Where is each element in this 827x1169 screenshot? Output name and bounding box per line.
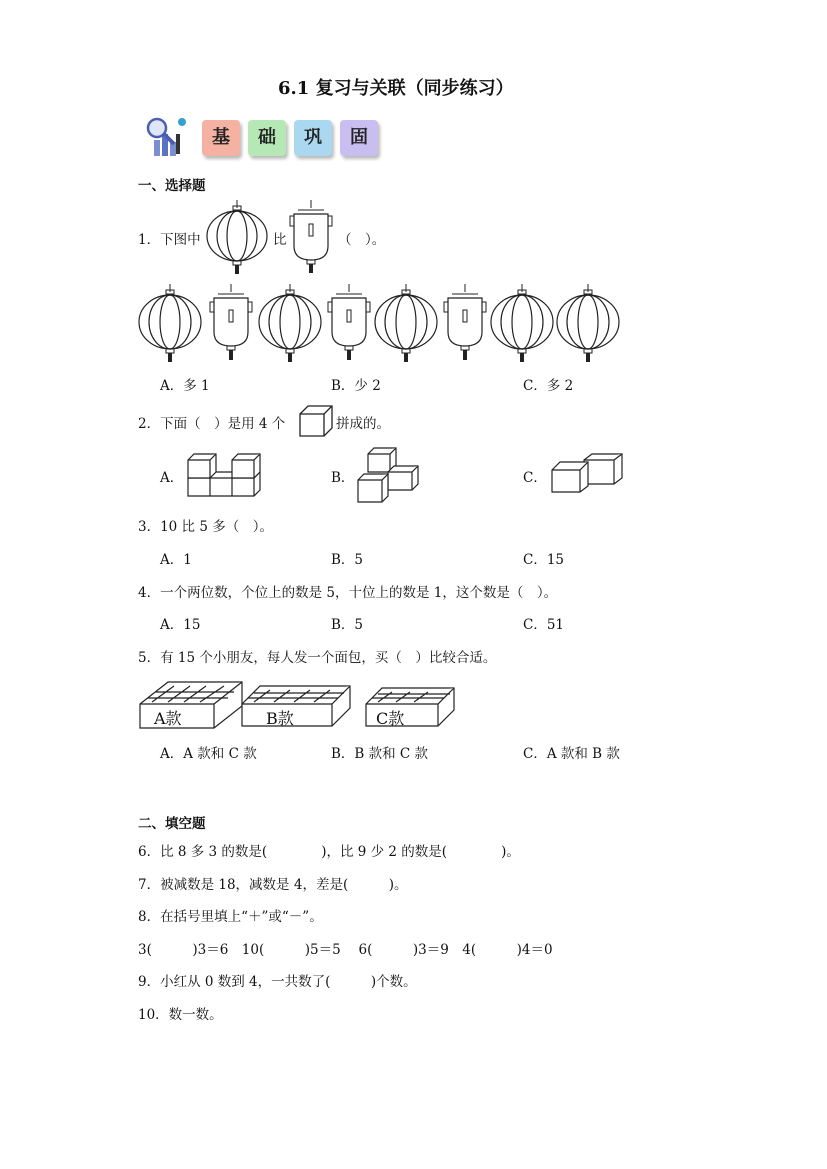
q3-option-c[interactable]: C．15 <box>523 552 565 568</box>
badge-char-1: 基 <box>202 120 240 156</box>
q1-option-c[interactable]: C．多 2 <box>523 378 574 394</box>
box-label-b: B款 <box>266 709 294 728</box>
q5-option-c[interactable]: C．A 款和 B 款 <box>523 746 620 762</box>
q3-option-a[interactable]: A．1 <box>160 552 192 568</box>
q2-option-a[interactable]: A． <box>160 470 184 486</box>
q4-option-c[interactable]: C．51 <box>523 617 565 633</box>
q10-text: 10．数一数。 <box>138 1007 223 1023</box>
box-label-c: C款 <box>376 709 405 728</box>
badge-char-4: 固 <box>340 120 378 156</box>
bread-box-b <box>240 682 354 730</box>
section-choice-title: 一、选择题 <box>138 178 206 194</box>
q4-option-b[interactable]: B．5 <box>331 617 364 633</box>
q8-text: 8．在括号里填上“＋”或“－”。 <box>138 909 323 925</box>
q2-prefix: 2．下面（ ）是用 4 个 <box>138 416 286 432</box>
q7-text[interactable]: 7．被减数是 18，减数是 4，差是( )。 <box>138 877 408 893</box>
q5-option-a[interactable]: A．A 款和 C 款 <box>160 746 257 762</box>
section-fill-title: 二、填空题 <box>138 816 206 832</box>
cube-shape-b[interactable] <box>354 446 424 504</box>
q4-option-a[interactable]: A．15 <box>160 617 201 633</box>
badge-char-2: 础 <box>248 120 286 156</box>
bell-lantern-icon <box>288 200 334 276</box>
cube-shape-a[interactable] <box>184 448 264 500</box>
q5-text: 5．有 15 个小朋友，每人发一个面包，买（ ）比较合适。 <box>138 650 497 666</box>
lantern-row <box>138 284 628 364</box>
q1-option-b[interactable]: B．少 2 <box>331 378 381 394</box>
badge-char-3: 巩 <box>294 120 332 156</box>
q1-suffix: （ ）。 <box>338 232 386 248</box>
q8-blanks-line[interactable]: 3( )3＝6 10( )5＝5 6( )3＝9 4( )4＝0 <box>138 942 553 958</box>
box-label-a: A款 <box>154 709 182 728</box>
q2-option-b[interactable]: B． <box>331 470 355 486</box>
cube-shape-c[interactable] <box>548 452 626 496</box>
q3-text: 3．10 比 5 多（ ）。 <box>138 519 273 535</box>
q6-text[interactable]: 6．比 8 多 3 的数是( )，比 9 少 2 的数是( )。 <box>138 844 520 860</box>
q3-option-b[interactable]: B．5 <box>331 552 364 568</box>
q2-option-c[interactable]: C． <box>523 470 547 486</box>
q1-option-a[interactable]: A．多 1 <box>160 378 210 394</box>
q4-text: 4．一个两位数，个位上的数是 5，十位上的数是 1，这个数是（ ）。 <box>138 585 558 601</box>
q1-prefix: 1．下图中 <box>138 232 201 248</box>
round-lantern-icon <box>205 200 269 276</box>
page-title: 6.1 复习与关联（同步练习） <box>278 78 514 99</box>
magnifier-logo-icon <box>140 114 196 160</box>
q2-suffix: 拼成的。 <box>336 416 390 432</box>
q9-text[interactable]: 9．小红从 0 数到 4，一共数了( )个数。 <box>138 974 417 990</box>
q1-mid: 比 <box>273 232 287 248</box>
cube-icon <box>298 404 334 438</box>
q5-option-b[interactable]: B．B 款和 C 款 <box>331 746 429 762</box>
